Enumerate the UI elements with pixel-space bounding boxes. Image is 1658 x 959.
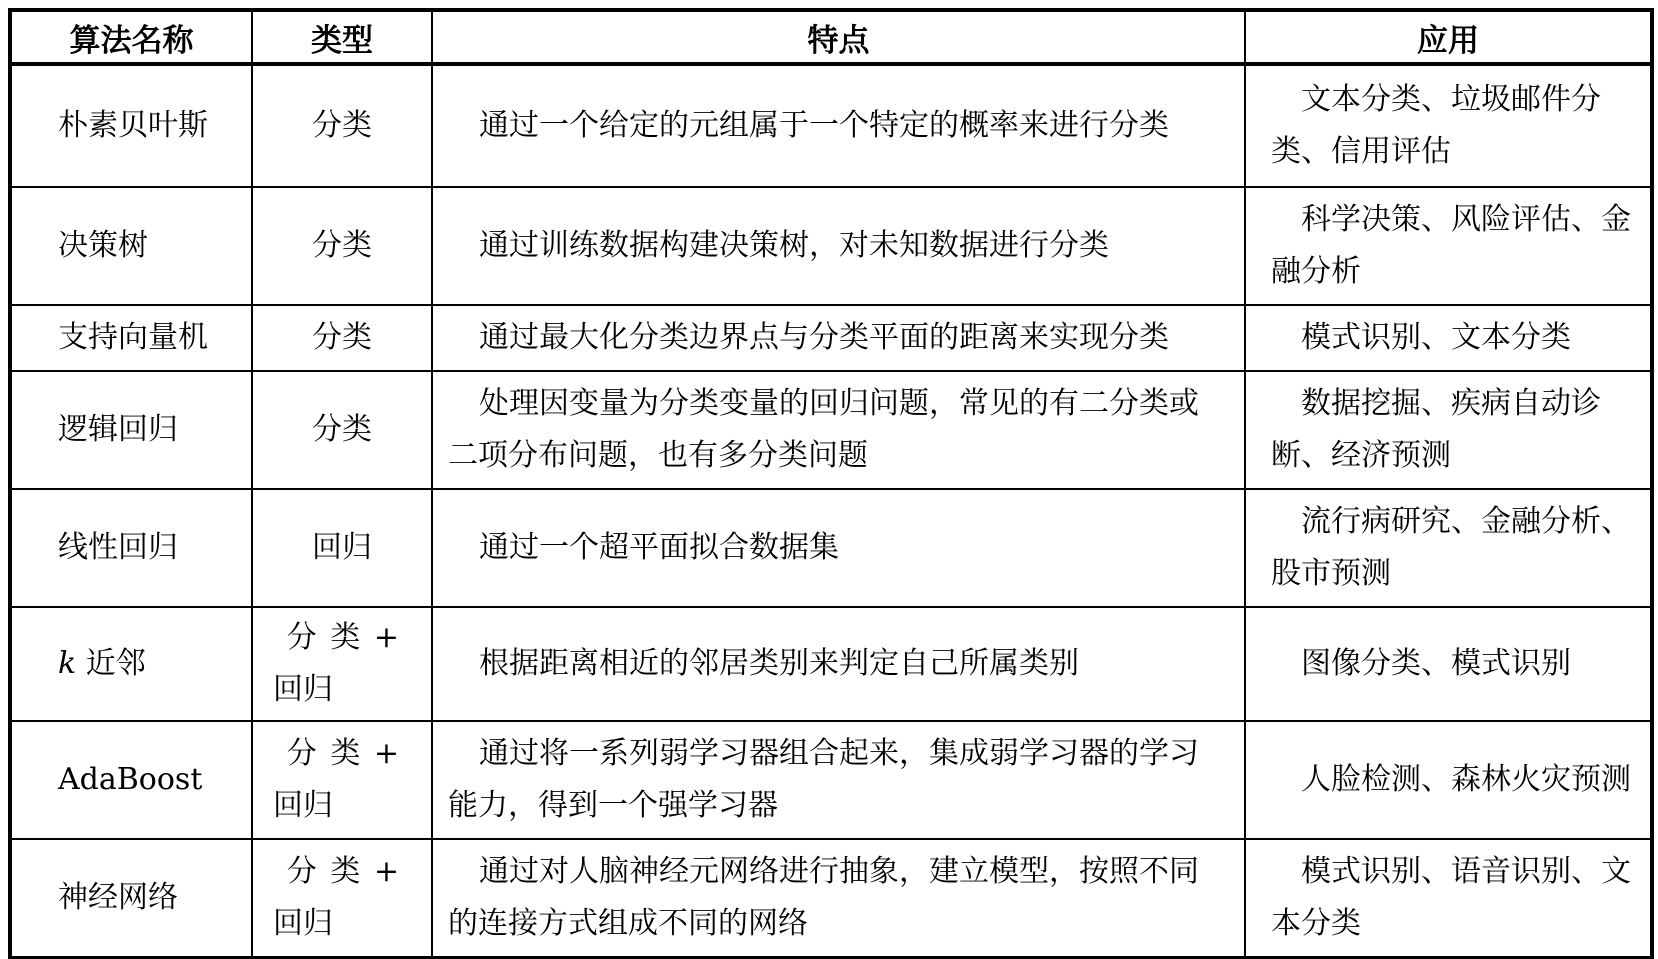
cell-features: 通过一个给定的元组属于一个特定的概率来进行分类 xyxy=(432,64,1245,187)
cell-applications: 文本分类、垃圾邮件分类、信用评估 xyxy=(1245,64,1652,187)
cell-applications: 人脸检测、森林火灾预测 xyxy=(1245,721,1652,839)
cell-features: 通过最大化分类边界点与分类平面的距离来实现分类 xyxy=(432,305,1245,371)
cell-algorithm-name: 支持向量机 xyxy=(10,305,252,371)
column-header-name: 算法名称 xyxy=(10,10,252,64)
table-row xyxy=(10,305,1652,371)
cell-algorithm-name: 逻辑回归 xyxy=(10,371,252,489)
cell-type: 回归 xyxy=(252,489,432,607)
cell-type xyxy=(252,721,432,839)
cell-applications: 数据挖掘、疾病自动诊断、经济预测 xyxy=(1245,371,1652,489)
cell-algorithm-name: k 近邻 xyxy=(10,607,252,721)
table-body xyxy=(10,64,1652,958)
cell-features: 通过将一系列弱学习器组合起来，集成弱学习器的学习能力，得到一个强学习器 xyxy=(432,721,1245,839)
cell-type: 分类 xyxy=(252,305,432,371)
cell-algorithm-name: 线性回归 xyxy=(10,489,252,607)
table-row xyxy=(10,64,1652,187)
table-row xyxy=(10,489,1652,607)
cell-features: 通过对人脑神经元网络进行抽象，建立模型，按照不同的连接方式组成不同的网络 xyxy=(432,839,1245,958)
cell-applications: 图像分类、模式识别 xyxy=(1245,607,1652,721)
type-line: 回归 xyxy=(273,672,333,707)
type-line: 回归 xyxy=(273,906,333,941)
cell-type xyxy=(252,607,432,721)
cell-features: 通过训练数据构建决策树，对未知数据进行分类 xyxy=(432,187,1245,305)
cell-type xyxy=(252,839,432,958)
cell-algorithm-name: 神经网络 xyxy=(10,839,252,958)
cell-algorithm-name: AdaBoost xyxy=(10,721,252,839)
table-row xyxy=(10,187,1652,305)
table-row xyxy=(10,839,1652,958)
table-header xyxy=(10,10,1652,64)
cell-algorithm-name: 朴素贝叶斯 xyxy=(10,64,252,187)
algorithms-table xyxy=(8,8,1654,959)
cell-applications: 流行病研究、金融分析、股市预测 xyxy=(1245,489,1652,607)
cell-features: 处理因变量为分类变量的回归问题，常见的有二分类或二项分布问题，也有多分类问题 xyxy=(432,371,1245,489)
cell-type: 分类 xyxy=(252,64,432,187)
type-line: 分 类 + xyxy=(286,854,401,889)
table-row xyxy=(10,371,1652,489)
column-header-applications: 应用 xyxy=(1245,10,1652,64)
cell-type: 分类 xyxy=(252,371,432,489)
table-row xyxy=(10,721,1652,839)
italic-variable: k xyxy=(58,646,77,681)
header-row xyxy=(10,10,1652,64)
cell-applications: 模式识别、语音识别、文本分类 xyxy=(1245,839,1652,958)
type-line: 回归 xyxy=(273,788,333,823)
table-row xyxy=(10,607,1652,721)
cell-features: 通过一个超平面拟合数据集 xyxy=(432,489,1245,607)
cell-algorithm-name: 决策树 xyxy=(10,187,252,305)
column-header-type: 类型 xyxy=(252,10,432,64)
cell-features: 根据距离相近的邻居类别来判定自己所属类别 xyxy=(432,607,1245,721)
type-line: 分 类 + xyxy=(286,736,401,771)
cell-type: 分类 xyxy=(252,187,432,305)
type-line: 分 类 + xyxy=(286,620,401,655)
cell-applications: 模式识别、文本分类 xyxy=(1245,305,1652,371)
cell-applications: 科学决策、风险评估、金融分析 xyxy=(1245,187,1652,305)
column-header-features: 特点 xyxy=(432,10,1245,64)
